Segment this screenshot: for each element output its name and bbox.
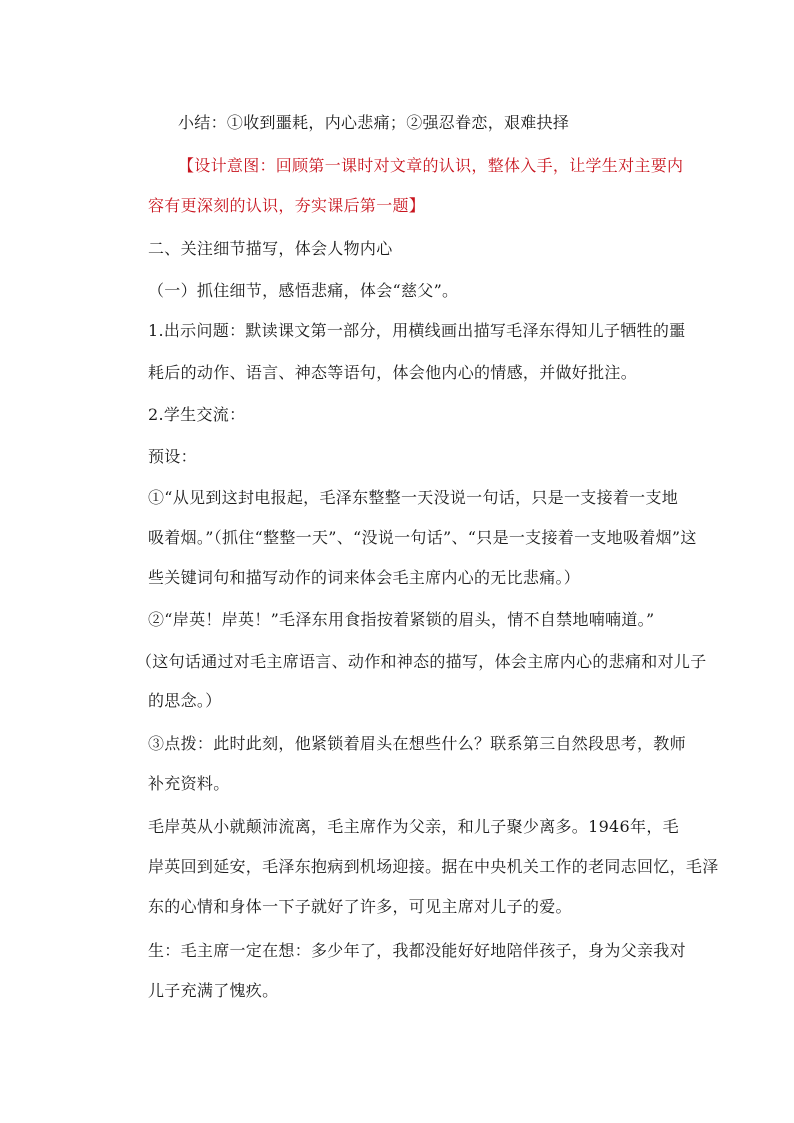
design-intent-line-1: 【设计意图：回顾第一课时对文章的认识，整体入手，让学生对主要内 bbox=[178, 156, 684, 175]
step1-line-2: 耗后的动作、语言、神态等语句，体会他内心的情感，并做好批注。 bbox=[148, 363, 638, 382]
step2-label: 2.学生交流： bbox=[148, 405, 246, 424]
item2-line-2: （这句话通过对毛主席语言、动作和神态的描写，体会主席内心的悲痛和对儿子 bbox=[136, 652, 707, 671]
item1-line-1: ①“从见到这封电报起，毛泽东整整一天没说一句话，只是一支接着一支地 bbox=[148, 488, 679, 507]
item1-line-3: 些关键词句和描写动作的词来体会毛主席内心的无比悲痛。） bbox=[148, 568, 581, 587]
item2-line-3: 的思念。） bbox=[148, 691, 222, 710]
item2-line-1: ②“岸英！岸英！”毛泽东用食指按着紧锁的眉头，情不自禁地喃喃道。” bbox=[148, 610, 655, 629]
design-intent-line-2: 容有更深刻的认识，夯实课后第一题】 bbox=[148, 196, 426, 215]
material-line-3: 东的心情和身体一下子就好了许多，可见主席对儿子的爱。 bbox=[148, 897, 572, 916]
student-line-2: 儿子充满了愧疚。 bbox=[148, 981, 279, 1000]
item3-line-2: 补充资料。 bbox=[148, 774, 230, 793]
preset-label: 预设： bbox=[148, 447, 197, 466]
summary-line: 小结：①收到噩耗，内心悲痛；②强忍眷恋，艰难抉择 bbox=[178, 113, 570, 132]
subsection-heading: （一）抓住细节，感悟悲痛，体会“慈父”。 bbox=[148, 281, 459, 300]
section-heading: 二、关注细节描写，体会人物内心 bbox=[148, 239, 393, 258]
item3-line-1: ③点拨：此时此刻，他紧锁着眉头在想些什么？联系第三自然段思考，教师 bbox=[148, 734, 686, 753]
item1-line-2: 吸着烟。”（抓住“整整一天”、“没说一句话”、“只是一支接着一支地吸着烟”这 bbox=[148, 528, 697, 547]
student-line-1: 生：毛主席一定在想：多少年了，我都没能好好地陪伴孩子，身为父亲我对 bbox=[148, 941, 686, 960]
material-line-2: 岸英回到延安，毛泽东抱病到机场迎接。据在中央机关工作的老同志回忆，毛泽 bbox=[148, 857, 719, 876]
material-line-1: 毛岸英从小就颠沛流离，毛主席作为父亲，和儿子聚少离多。1946年，毛 bbox=[148, 817, 679, 836]
step1-line-1: 1.出示问题：默读课文第一部分，用横线画出描写毛泽东得知儿子牺牲的噩 bbox=[148, 321, 686, 340]
